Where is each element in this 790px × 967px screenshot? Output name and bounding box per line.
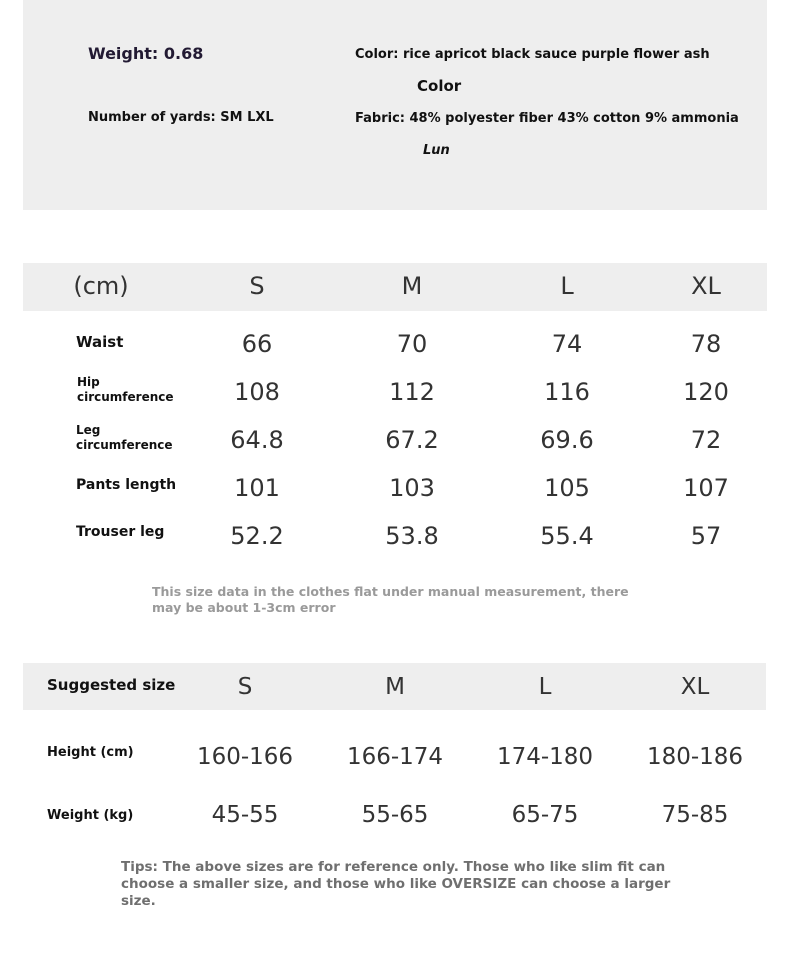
row-label-height: Height (cm) — [47, 745, 134, 760]
measurement-note: This size data in the clothes flat under manual measurement, there may be about 1-3cm error — [152, 584, 629, 615]
suggested-size-header: Suggested size — [47, 676, 176, 694]
row-label-waist: Waist — [76, 333, 124, 351]
yards-text: Number of yards: SM LXL — [88, 110, 274, 125]
table-cell: 116 — [544, 378, 590, 406]
suggest-size-m: M — [385, 674, 405, 700]
table-cell: 74 — [551, 330, 583, 358]
suggest-size-xl: XL — [680, 674, 710, 700]
suggest-size-s: S — [237, 674, 253, 700]
size-header-l: L — [560, 272, 574, 300]
table-cell: 78 — [690, 330, 722, 358]
fabric-text-continued: Lun — [423, 143, 450, 158]
table-cell: 105 — [544, 474, 590, 502]
fabric-text: Fabric: 48% polyester fiber 43% cotton 9% ammonia — [355, 111, 739, 126]
product-info-box — [23, 0, 767, 210]
table-cell: 55.4 — [540, 522, 594, 550]
table-cell: 166-174 — [346, 744, 444, 770]
row-label-leg-line2: circumference — [76, 438, 173, 452]
table-cell: 55-65 — [361, 802, 429, 828]
color-text-continued: Color — [417, 77, 462, 95]
row-label-leg — [76, 423, 173, 453]
unit-header: (cm) — [73, 272, 129, 300]
table-cell: 72 — [690, 426, 722, 454]
weight-text: Weight: 0.68 — [88, 44, 204, 63]
row-label-weight: Weight (kg) — [47, 808, 134, 823]
table-cell: 66 — [241, 330, 273, 358]
table-cell: 174-180 — [496, 744, 594, 770]
size-header-xl: XL — [691, 272, 721, 300]
row-label-leg-line1: Leg — [76, 423, 101, 437]
table-cell: 120 — [683, 378, 729, 406]
tips-note: Tips: The above sizes are for reference only. Those who like slim fit can choose a smaller size, and those who like OVERSIZE can choose a larger size. — [121, 859, 671, 909]
size-header-m: M — [401, 272, 423, 300]
row-label-hip-line2: circumference — [77, 390, 174, 404]
table-cell: 69.6 — [540, 426, 594, 454]
table-cell: 52.2 — [230, 522, 284, 550]
table-cell: 53.8 — [385, 522, 439, 550]
size-header-s: S — [249, 272, 265, 300]
table-cell: 107 — [683, 474, 729, 502]
table-cell: 57 — [690, 522, 722, 550]
table-cell: 101 — [234, 474, 280, 502]
row-label-pants-length: Pants length — [76, 477, 177, 493]
suggest-size-l: L — [538, 674, 552, 700]
table-cell: 64.8 — [230, 426, 284, 454]
table-cell: 70 — [396, 330, 428, 358]
table-cell: 65-75 — [511, 802, 579, 828]
table-cell: 45-55 — [211, 802, 279, 828]
row-label-trouser-leg: Trouser leg — [76, 524, 165, 540]
color-text: Color: rice apricot black sauce purple flower ash — [355, 47, 710, 62]
table-cell: 112 — [389, 378, 435, 406]
table-cell: 75-85 — [661, 802, 729, 828]
table-cell: 103 — [389, 474, 435, 502]
table-cell: 108 — [234, 378, 280, 406]
size-table-header-band — [23, 263, 767, 311]
table-cell: 160-166 — [196, 744, 294, 770]
table-cell: 180-186 — [646, 744, 744, 770]
row-label-hip-line1: Hip — [77, 375, 100, 389]
row-label-hip — [77, 375, 174, 405]
table-cell: 67.2 — [385, 426, 439, 454]
